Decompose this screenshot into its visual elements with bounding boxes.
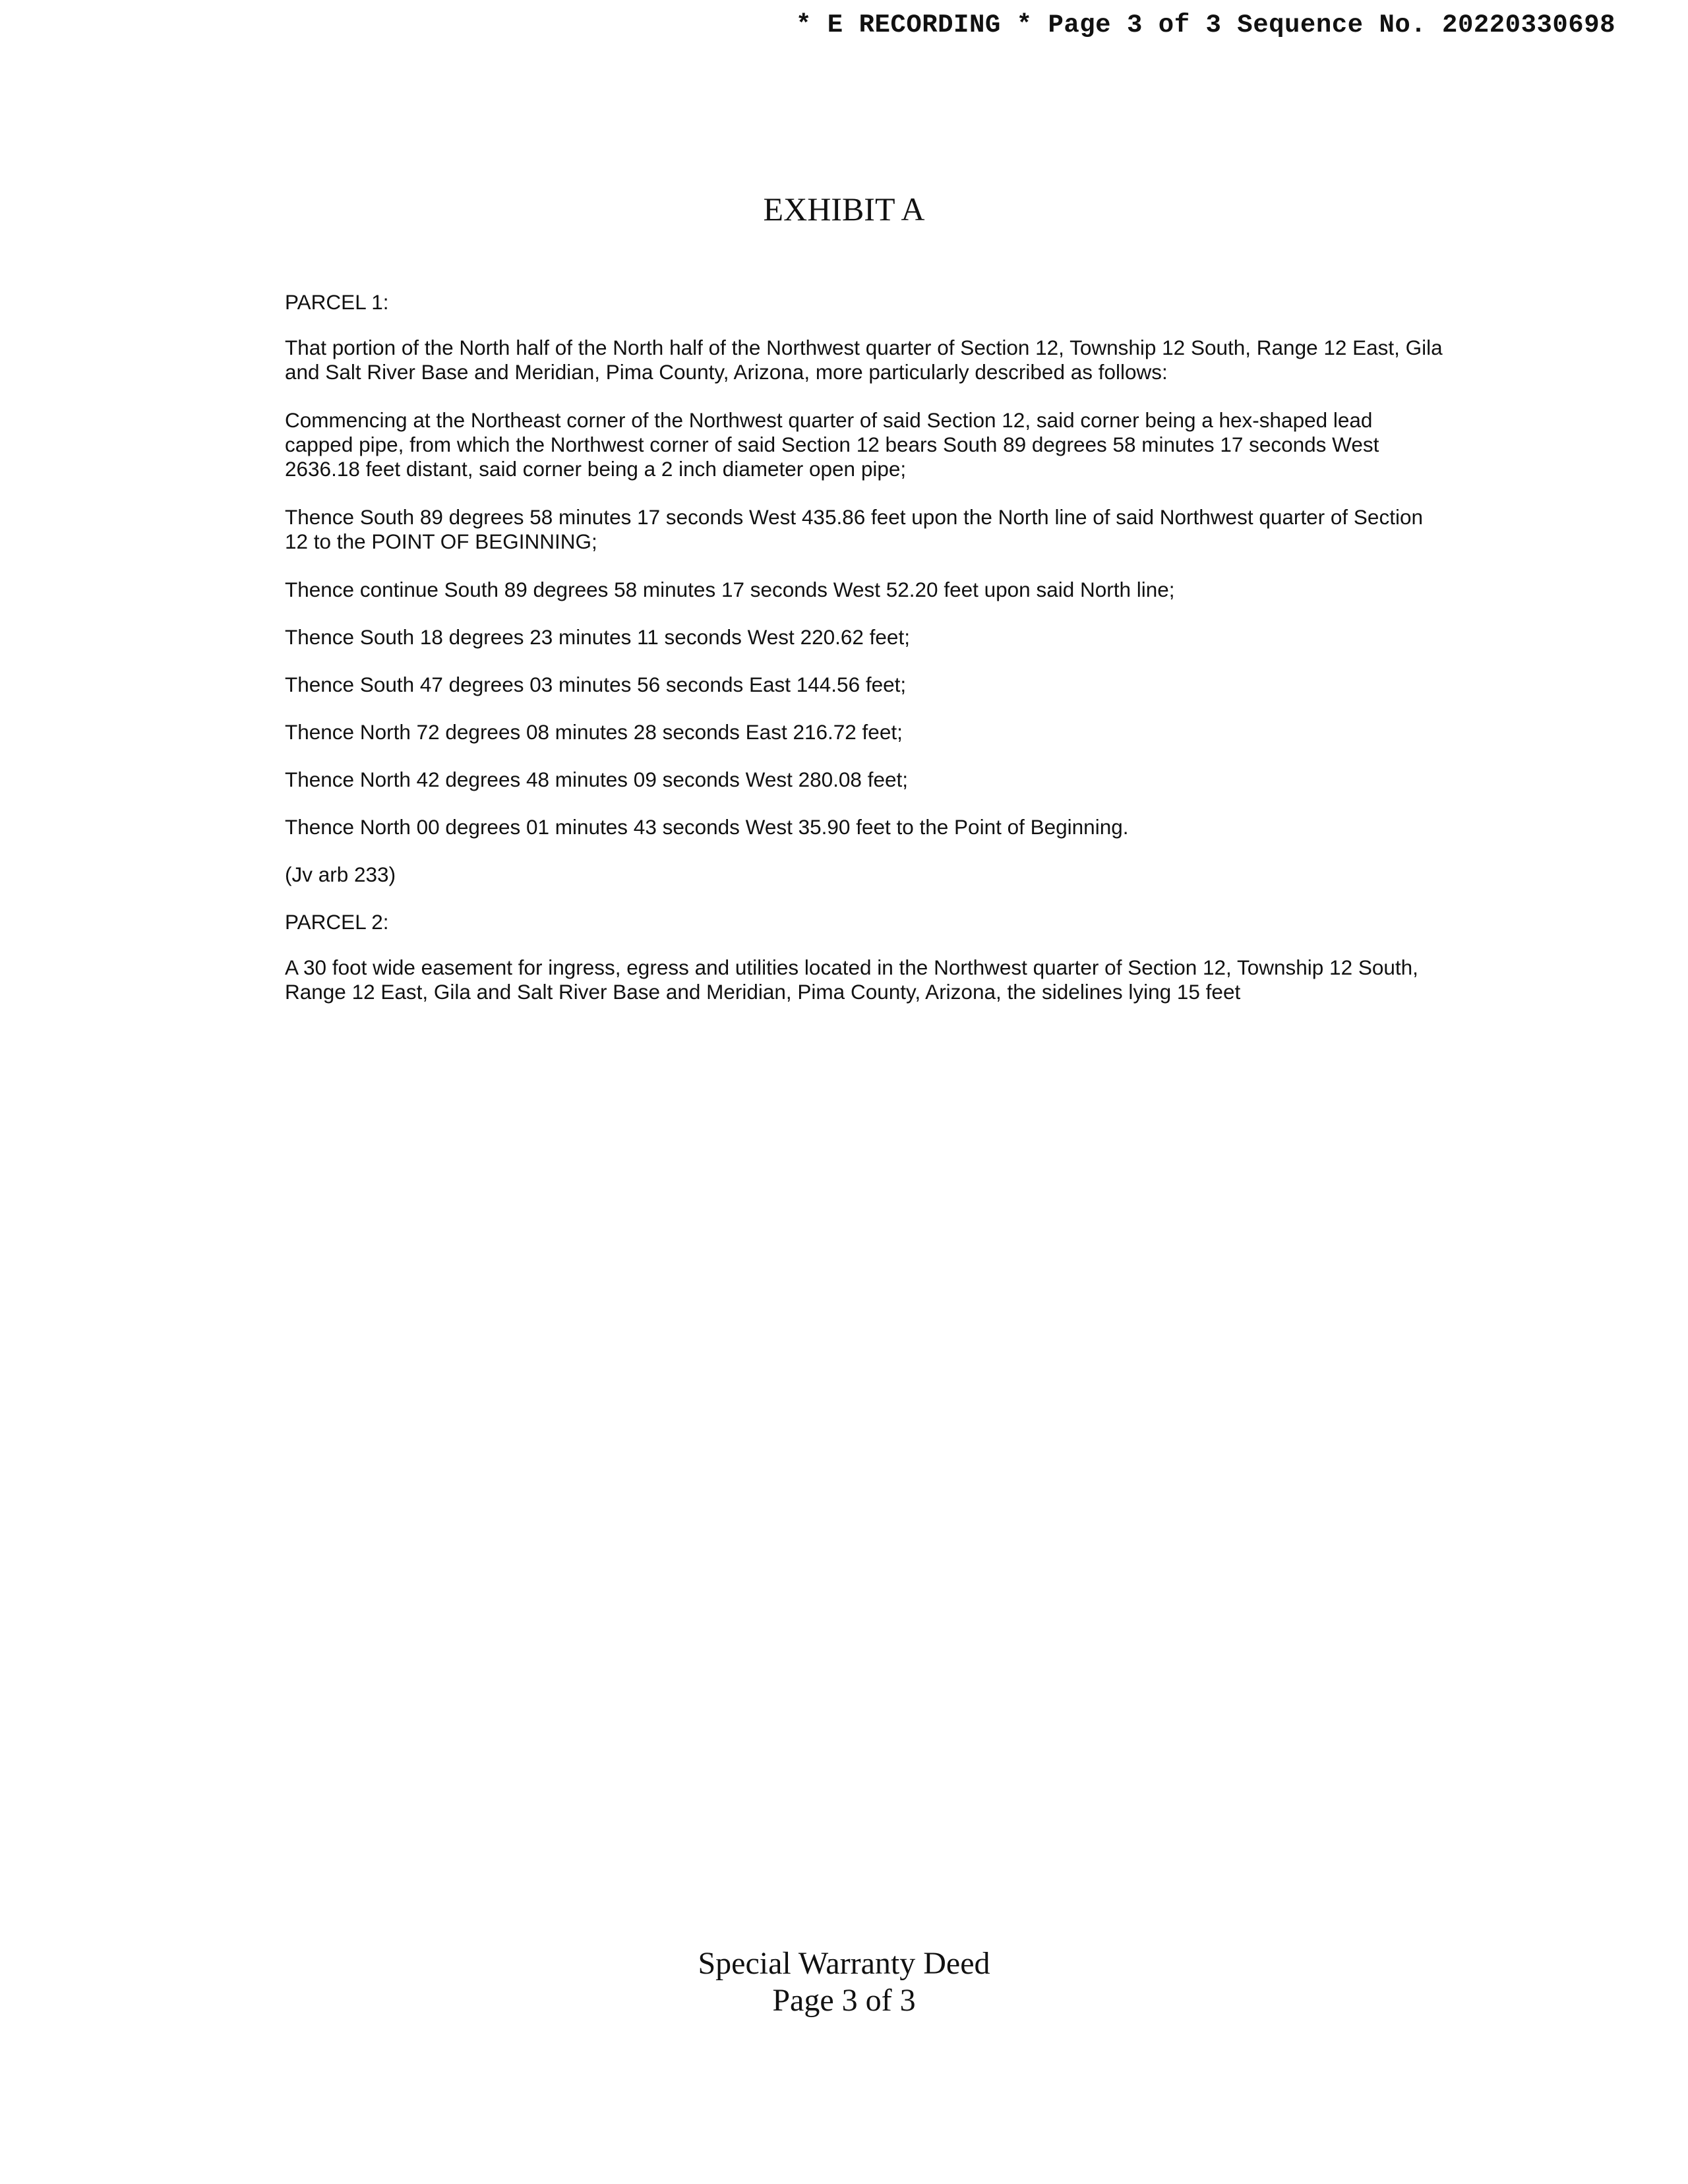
course-call: Thence continue South 89 degrees 58 minutes 17 seconds West 52.20 feet upon said North line; [285,578,1175,601]
page-footer [0,1945,1688,2019]
course-call: Thence North 00 degrees 01 minutes 43 seconds West 35.90 feet to the Point of Beginning. [285,815,1129,839]
course-call: Thence North 42 degrees 48 minutes 09 seconds West 280.08 feet; [285,768,908,791]
parcel-2-text: A 30 foot wide easement for ingress, egress and utilities located in the Northwest quarter of Section 12, Township 12 South, Range 12 East, Gila and Salt River Base and Meridian, Pima County, Arizona, the sidelines lying 15 feet [285,956,1418,1004]
exhibit-title: EXHIBIT A [763,191,925,228]
course-call: Thence South 18 degrees 23 minutes 11 seconds West 220.62 feet; [285,625,910,649]
legal-description [285,290,1445,1028]
course-call: Thence South 47 degrees 03 minutes 56 seconds East 144.56 feet; [285,673,907,696]
parcel-1-heading: PARCEL 1: [285,290,389,314]
reference-note: (Jv arb 233) [285,863,396,886]
parcel-1-intro: That portion of the North half of the North half of the Northwest quarter of Section 12, Township 12 South, Range 12 East, Gila and Salt River Base and Meridian, Pima County, Arizona, more particularly described as follows: [285,336,1443,384]
recording-header: * E RECORDING * Page 3 of 3 Sequence No. 20220330698 [796,11,1615,40]
course-call: Thence North 72 degrees 08 minutes 28 seconds East 216.72 feet; [285,720,903,744]
parcel-2-heading: PARCEL 2: [285,910,389,934]
commencing-paragraph: Commencing at the Northeast corner of the Northwest quarter of said Section 12, said corner being a hex-shaped lead capped pipe, from which the Northwest corner of said Section 12 bears South 89 degrees 58 minutes 17 seconds West 2636.18 feet distant, said corner being a 2 inch diameter open pipe; [285,408,1379,481]
footer-page-number: Page 3 of 3 [772,1983,916,2018]
course-call: Thence South 89 degrees 58 minutes 17 seconds West 435.86 feet upon the North line of said Northwest quarter of Section 12 to the POINT OF BEGINNING; [285,505,1423,553]
footer-document-title: Special Warranty Deed [698,1946,990,1981]
